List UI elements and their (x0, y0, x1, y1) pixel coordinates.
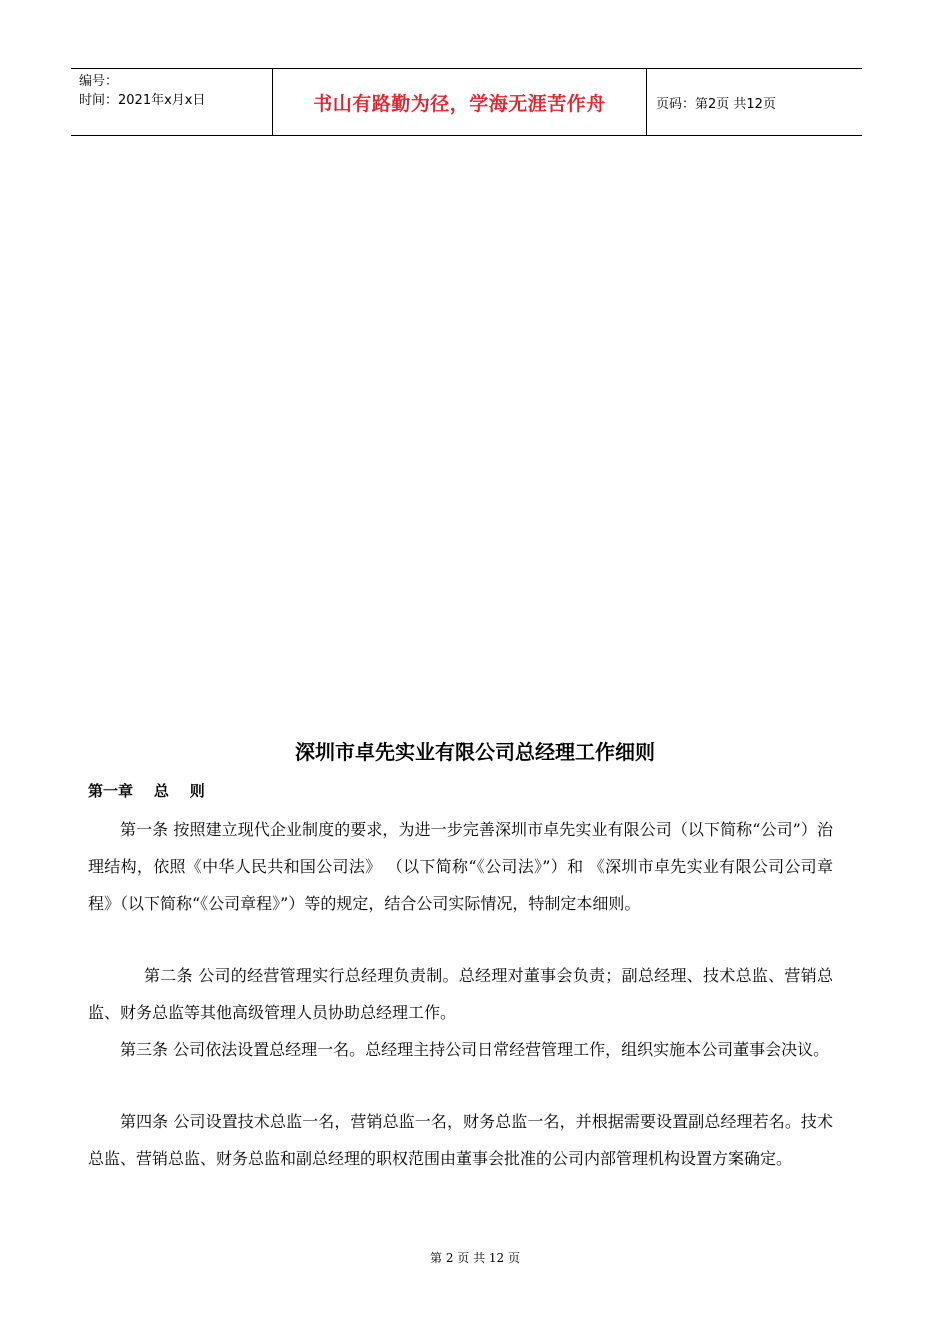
document-title: 深圳市卓先实业有限公司总经理工作细则 (295, 740, 655, 764)
header-motto: 书山有路勤为径，学海无涯苦作舟 (273, 69, 647, 135)
header-meta (71, 69, 273, 135)
article-4: 第四条 公司设置技术总监一名，营销总监一名，财务总监一名，并根据需要设置副总经理若名。技术总监、营销总监、财务总监和副总经理的职权范围由董事会批准的公司内部管理机构设置方案确定。 (88, 1112, 833, 1168)
article-2: 第二条 公司的经营管理实行总经理负责制。总经理对董事会负责；副总经理、技术总监、营销总监、财务总监等其他高级管理人员协助总经理工作。 (88, 966, 833, 1022)
page-header (71, 68, 862, 136)
document-number-label: 编号： (79, 74, 119, 89)
article-1: 第一条 按照建立现代企业制度的要求，为进一步完善深圳市卓先实业有限公司（以下简称“公司”）治理结构，依照《中华人民共和国公司法》 （以下简称“《公司法》”）和 《深圳市卓先实业有限公司公司章程》（以下简称“《公司章程》”）等的规定，结合公司实际情况，特制定本细则。 (88, 820, 833, 913)
chapter-heading: 第一章 总 则 (88, 782, 205, 800)
page-footer: 第 2 页 共 12 页 (430, 1251, 520, 1265)
document-time-label: 时间：2021年x月x日 (79, 93, 206, 108)
article-3: 第三条 公司依法设置总经理一名。总经理主持公司日常经营管理工作，组织实施本公司董事会决议。 (120, 1040, 830, 1059)
header-page-info: 页码：第2页 共12页 (656, 96, 776, 112)
